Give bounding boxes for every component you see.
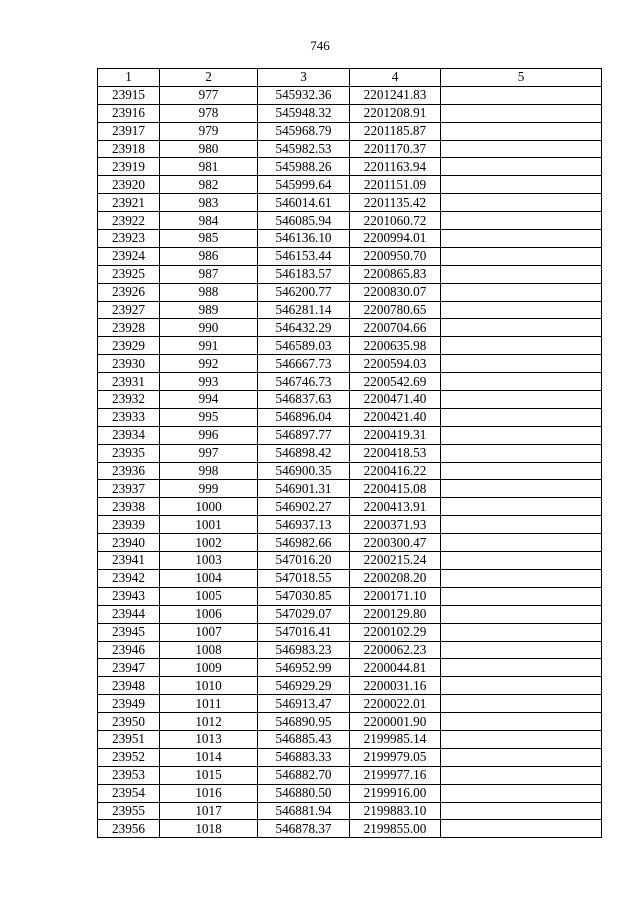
point-id-cell: 23953 — [98, 766, 160, 784]
point-id-cell: 23920 — [98, 176, 160, 194]
table-row — [98, 176, 602, 194]
point-id-cell: 23923 — [98, 230, 160, 248]
vertex-number-cell: 1005 — [160, 587, 258, 605]
table-row — [98, 516, 602, 534]
y-coordinate-cell: 2200022.01 — [350, 695, 441, 713]
point-id-cell: 23945 — [98, 623, 160, 641]
vertex-number-cell: 987 — [160, 265, 258, 283]
point-id-cell: 23938 — [98, 498, 160, 516]
table-row — [98, 158, 602, 176]
table-row — [98, 140, 602, 158]
point-id-cell: 23952 — [98, 748, 160, 766]
x-coordinate-cell: 546153.44 — [258, 247, 350, 265]
point-id-cell: 23924 — [98, 247, 160, 265]
vertex-number-cell: 988 — [160, 283, 258, 301]
note-cell — [441, 480, 602, 498]
table-row — [98, 319, 602, 337]
table-row — [98, 122, 602, 140]
point-id-cell: 23925 — [98, 265, 160, 283]
vertex-number-cell: 981 — [160, 158, 258, 176]
x-coordinate-cell: 546136.10 — [258, 230, 350, 248]
note-cell — [441, 587, 602, 605]
y-coordinate-cell: 2200129.80 — [350, 605, 441, 623]
x-coordinate-cell: 546885.43 — [258, 730, 350, 748]
table-row — [98, 587, 602, 605]
point-id-cell: 23926 — [98, 283, 160, 301]
note-cell — [441, 444, 602, 462]
y-coordinate-cell: 2200594.03 — [350, 355, 441, 373]
note-cell — [441, 122, 602, 140]
x-coordinate-cell: 545999.64 — [258, 176, 350, 194]
header-cell-3: 3 — [258, 69, 350, 87]
y-coordinate-cell: 2200950.70 — [350, 247, 441, 265]
table-row — [98, 373, 602, 391]
vertex-number-cell: 989 — [160, 301, 258, 319]
header-cell-2: 2 — [160, 69, 258, 87]
x-coordinate-cell: 546880.50 — [258, 784, 350, 802]
y-coordinate-cell: 2200171.10 — [350, 587, 441, 605]
x-coordinate-cell: 546183.57 — [258, 265, 350, 283]
point-id-cell: 23948 — [98, 677, 160, 695]
note-cell — [441, 498, 602, 516]
vertex-number-cell: 1016 — [160, 784, 258, 802]
x-coordinate-cell: 546937.13 — [258, 516, 350, 534]
y-coordinate-cell: 2200102.29 — [350, 623, 441, 641]
point-id-cell: 23929 — [98, 337, 160, 355]
note-cell — [441, 373, 602, 391]
note-cell — [441, 319, 602, 337]
note-cell — [441, 516, 602, 534]
vertex-number-cell: 993 — [160, 373, 258, 391]
table-row — [98, 194, 602, 212]
table-row — [98, 337, 602, 355]
vertex-number-cell: 1000 — [160, 498, 258, 516]
x-coordinate-cell: 546902.27 — [258, 498, 350, 516]
vertex-number-cell: 1010 — [160, 677, 258, 695]
note-cell — [441, 283, 602, 301]
x-coordinate-cell: 546952.99 — [258, 659, 350, 677]
x-coordinate-cell: 546898.42 — [258, 444, 350, 462]
table-row — [98, 766, 602, 784]
vertex-number-cell: 991 — [160, 337, 258, 355]
table-row — [98, 802, 602, 820]
point-id-cell: 23934 — [98, 426, 160, 444]
x-coordinate-cell: 546589.03 — [258, 337, 350, 355]
x-coordinate-cell: 546432.29 — [258, 319, 350, 337]
y-coordinate-cell: 2199855.00 — [350, 820, 441, 838]
point-id-cell: 23949 — [98, 695, 160, 713]
note-cell — [441, 695, 602, 713]
note-cell — [441, 784, 602, 802]
table-row — [98, 730, 602, 748]
header-cell-1: 1 — [98, 69, 160, 87]
y-coordinate-cell: 2201151.09 — [350, 176, 441, 194]
point-id-cell: 23951 — [98, 730, 160, 748]
note-cell — [441, 730, 602, 748]
table-row — [98, 355, 602, 373]
table-row — [98, 820, 602, 838]
y-coordinate-cell: 2201135.42 — [350, 194, 441, 212]
note-cell — [441, 534, 602, 552]
y-coordinate-cell: 2200031.16 — [350, 677, 441, 695]
point-id-cell: 23950 — [98, 713, 160, 731]
point-id-cell: 23915 — [98, 86, 160, 104]
note-cell — [441, 212, 602, 230]
x-coordinate-cell: 546983.23 — [258, 641, 350, 659]
vertex-number-cell: 1009 — [160, 659, 258, 677]
note-cell — [441, 104, 602, 122]
y-coordinate-cell: 2200001.90 — [350, 713, 441, 731]
point-id-cell: 23936 — [98, 462, 160, 480]
x-coordinate-cell: 545988.26 — [258, 158, 350, 176]
point-id-cell: 23930 — [98, 355, 160, 373]
point-id-cell: 23937 — [98, 480, 160, 498]
x-coordinate-cell: 546878.37 — [258, 820, 350, 838]
table-row — [98, 212, 602, 230]
point-id-cell: 23922 — [98, 212, 160, 230]
vertex-number-cell: 1018 — [160, 820, 258, 838]
vertex-number-cell: 985 — [160, 230, 258, 248]
y-coordinate-cell: 2199977.16 — [350, 766, 441, 784]
note-cell — [441, 230, 602, 248]
y-coordinate-cell: 2200300.47 — [350, 534, 441, 552]
page-number: 746 — [310, 38, 330, 53]
vertex-number-cell: 979 — [160, 122, 258, 140]
table-row — [98, 230, 602, 248]
x-coordinate-cell: 546667.73 — [258, 355, 350, 373]
y-coordinate-cell: 2200421.40 — [350, 408, 441, 426]
y-coordinate-cell: 2201241.83 — [350, 86, 441, 104]
point-id-cell: 23944 — [98, 605, 160, 623]
header-cell-5: 5 — [441, 69, 602, 87]
point-id-cell: 23943 — [98, 587, 160, 605]
table-row — [98, 426, 602, 444]
vertex-number-cell: 977 — [160, 86, 258, 104]
x-coordinate-cell: 546746.73 — [258, 373, 350, 391]
x-coordinate-cell: 546896.04 — [258, 408, 350, 426]
vertex-number-cell: 990 — [160, 319, 258, 337]
x-coordinate-cell: 546281.14 — [258, 301, 350, 319]
vertex-number-cell: 1001 — [160, 516, 258, 534]
point-id-cell: 23942 — [98, 569, 160, 587]
point-id-cell: 23933 — [98, 408, 160, 426]
point-id-cell: 23917 — [98, 122, 160, 140]
y-coordinate-cell: 2200413.91 — [350, 498, 441, 516]
y-coordinate-cell: 2200704.66 — [350, 319, 441, 337]
note-cell — [441, 86, 602, 104]
y-coordinate-cell: 2200371.93 — [350, 516, 441, 534]
y-coordinate-cell: 2199916.00 — [350, 784, 441, 802]
y-coordinate-cell: 2200418.53 — [350, 444, 441, 462]
x-coordinate-cell: 546882.70 — [258, 766, 350, 784]
vertex-number-cell: 994 — [160, 391, 258, 409]
table-row — [98, 391, 602, 409]
note-cell — [441, 677, 602, 695]
x-coordinate-cell: 546890.95 — [258, 713, 350, 731]
table-row — [98, 247, 602, 265]
table-row — [98, 408, 602, 426]
table-row — [98, 86, 602, 104]
note-cell — [441, 408, 602, 426]
table-row — [98, 748, 602, 766]
table-row — [98, 784, 602, 802]
note-cell — [441, 247, 602, 265]
point-id-cell: 23954 — [98, 784, 160, 802]
y-coordinate-cell: 2200471.40 — [350, 391, 441, 409]
y-coordinate-cell: 2200044.81 — [350, 659, 441, 677]
note-cell — [441, 569, 602, 587]
table-row — [98, 104, 602, 122]
x-coordinate-cell: 546913.47 — [258, 695, 350, 713]
y-coordinate-cell: 2201163.94 — [350, 158, 441, 176]
x-coordinate-cell: 546883.33 — [258, 748, 350, 766]
y-coordinate-cell: 2200780.65 — [350, 301, 441, 319]
header-cell-4: 4 — [350, 69, 441, 87]
table-row — [98, 462, 602, 480]
note-cell — [441, 391, 602, 409]
table-row — [98, 605, 602, 623]
vertex-number-cell: 980 — [160, 140, 258, 158]
x-coordinate-cell: 546014.61 — [258, 194, 350, 212]
point-id-cell: 23941 — [98, 552, 160, 570]
y-coordinate-cell: 2200416.22 — [350, 462, 441, 480]
vertex-number-cell: 1013 — [160, 730, 258, 748]
vertex-number-cell: 1007 — [160, 623, 258, 641]
table-row — [98, 283, 602, 301]
note-cell — [441, 552, 602, 570]
table-row — [98, 569, 602, 587]
point-id-cell: 23919 — [98, 158, 160, 176]
vertex-number-cell: 983 — [160, 194, 258, 212]
header-row — [98, 69, 602, 87]
vertex-number-cell: 1011 — [160, 695, 258, 713]
note-cell — [441, 158, 602, 176]
note-cell — [441, 713, 602, 731]
note-cell — [441, 820, 602, 838]
y-coordinate-cell: 2200419.31 — [350, 426, 441, 444]
x-coordinate-cell: 547016.20 — [258, 552, 350, 570]
x-coordinate-cell: 547030.85 — [258, 587, 350, 605]
note-cell — [441, 265, 602, 283]
point-id-cell: 23921 — [98, 194, 160, 212]
y-coordinate-cell: 2200830.07 — [350, 283, 441, 301]
y-coordinate-cell: 2199883.10 — [350, 802, 441, 820]
coordinates-table — [97, 68, 602, 838]
note-cell — [441, 176, 602, 194]
y-coordinate-cell: 2200208.20 — [350, 569, 441, 587]
y-coordinate-cell: 2200215.24 — [350, 552, 441, 570]
x-coordinate-cell: 545932.36 — [258, 86, 350, 104]
table-row — [98, 301, 602, 319]
note-cell — [441, 766, 602, 784]
y-coordinate-cell: 2200865.83 — [350, 265, 441, 283]
note-cell — [441, 301, 602, 319]
note-cell — [441, 802, 602, 820]
y-coordinate-cell: 2199985.14 — [350, 730, 441, 748]
vertex-number-cell: 1003 — [160, 552, 258, 570]
note-cell — [441, 623, 602, 641]
point-id-cell: 23940 — [98, 534, 160, 552]
table-body — [98, 86, 602, 837]
vertex-number-cell: 1006 — [160, 605, 258, 623]
table-row — [98, 641, 602, 659]
x-coordinate-cell: 546982.66 — [258, 534, 350, 552]
note-cell — [441, 194, 602, 212]
y-coordinate-cell: 2200415.08 — [350, 480, 441, 498]
vertex-number-cell: 1015 — [160, 766, 258, 784]
table-row — [98, 444, 602, 462]
y-coordinate-cell: 2201185.87 — [350, 122, 441, 140]
x-coordinate-cell: 547018.55 — [258, 569, 350, 587]
vertex-number-cell: 982 — [160, 176, 258, 194]
vertex-number-cell: 984 — [160, 212, 258, 230]
point-id-cell: 23939 — [98, 516, 160, 534]
table-row — [98, 534, 602, 552]
point-id-cell: 23928 — [98, 319, 160, 337]
table-row — [98, 623, 602, 641]
x-coordinate-cell: 547029.07 — [258, 605, 350, 623]
vertex-number-cell: 1004 — [160, 569, 258, 587]
y-coordinate-cell: 2201170.37 — [350, 140, 441, 158]
note-cell — [441, 426, 602, 444]
x-coordinate-cell: 546900.35 — [258, 462, 350, 480]
y-coordinate-cell: 2200635.98 — [350, 337, 441, 355]
vertex-number-cell: 999 — [160, 480, 258, 498]
y-coordinate-cell: 2200994.01 — [350, 230, 441, 248]
table-row — [98, 265, 602, 283]
table-row — [98, 695, 602, 713]
x-coordinate-cell: 547016.41 — [258, 623, 350, 641]
y-coordinate-cell: 2201060.72 — [350, 212, 441, 230]
vertex-number-cell: 997 — [160, 444, 258, 462]
vertex-number-cell: 986 — [160, 247, 258, 265]
y-coordinate-cell: 2200062.23 — [350, 641, 441, 659]
point-id-cell: 23956 — [98, 820, 160, 838]
vertex-number-cell: 1008 — [160, 641, 258, 659]
note-cell — [441, 641, 602, 659]
x-coordinate-cell: 546881.94 — [258, 802, 350, 820]
point-id-cell: 23931 — [98, 373, 160, 391]
note-cell — [441, 337, 602, 355]
point-id-cell: 23935 — [98, 444, 160, 462]
note-cell — [441, 140, 602, 158]
y-coordinate-cell: 2201208.91 — [350, 104, 441, 122]
x-coordinate-cell: 546929.29 — [258, 677, 350, 695]
vertex-number-cell: 995 — [160, 408, 258, 426]
note-cell — [441, 659, 602, 677]
point-id-cell: 23947 — [98, 659, 160, 677]
table-row — [98, 677, 602, 695]
x-coordinate-cell: 546200.77 — [258, 283, 350, 301]
table-row — [98, 659, 602, 677]
vertex-number-cell: 1014 — [160, 748, 258, 766]
point-id-cell: 23955 — [98, 802, 160, 820]
point-id-cell: 23916 — [98, 104, 160, 122]
x-coordinate-cell: 546897.77 — [258, 426, 350, 444]
y-coordinate-cell: 2199979.05 — [350, 748, 441, 766]
point-id-cell: 23927 — [98, 301, 160, 319]
table-row — [98, 713, 602, 731]
note-cell — [441, 355, 602, 373]
table-row — [98, 552, 602, 570]
x-coordinate-cell: 546085.94 — [258, 212, 350, 230]
note-cell — [441, 748, 602, 766]
vertex-number-cell: 1002 — [160, 534, 258, 552]
note-cell — [441, 605, 602, 623]
x-coordinate-cell: 545948.32 — [258, 104, 350, 122]
vertex-number-cell: 992 — [160, 355, 258, 373]
x-coordinate-cell: 546901.31 — [258, 480, 350, 498]
point-id-cell: 23932 — [98, 391, 160, 409]
x-coordinate-cell: 546837.63 — [258, 391, 350, 409]
table-row — [98, 498, 602, 516]
vertex-number-cell: 1012 — [160, 713, 258, 731]
x-coordinate-cell: 545968.79 — [258, 122, 350, 140]
vertex-number-cell: 996 — [160, 426, 258, 444]
vertex-number-cell: 978 — [160, 104, 258, 122]
note-cell — [441, 462, 602, 480]
vertex-number-cell: 998 — [160, 462, 258, 480]
table-row — [98, 480, 602, 498]
y-coordinate-cell: 2200542.69 — [350, 373, 441, 391]
point-id-cell: 23918 — [98, 140, 160, 158]
vertex-number-cell: 1017 — [160, 802, 258, 820]
x-coordinate-cell: 545982.53 — [258, 140, 350, 158]
point-id-cell: 23946 — [98, 641, 160, 659]
